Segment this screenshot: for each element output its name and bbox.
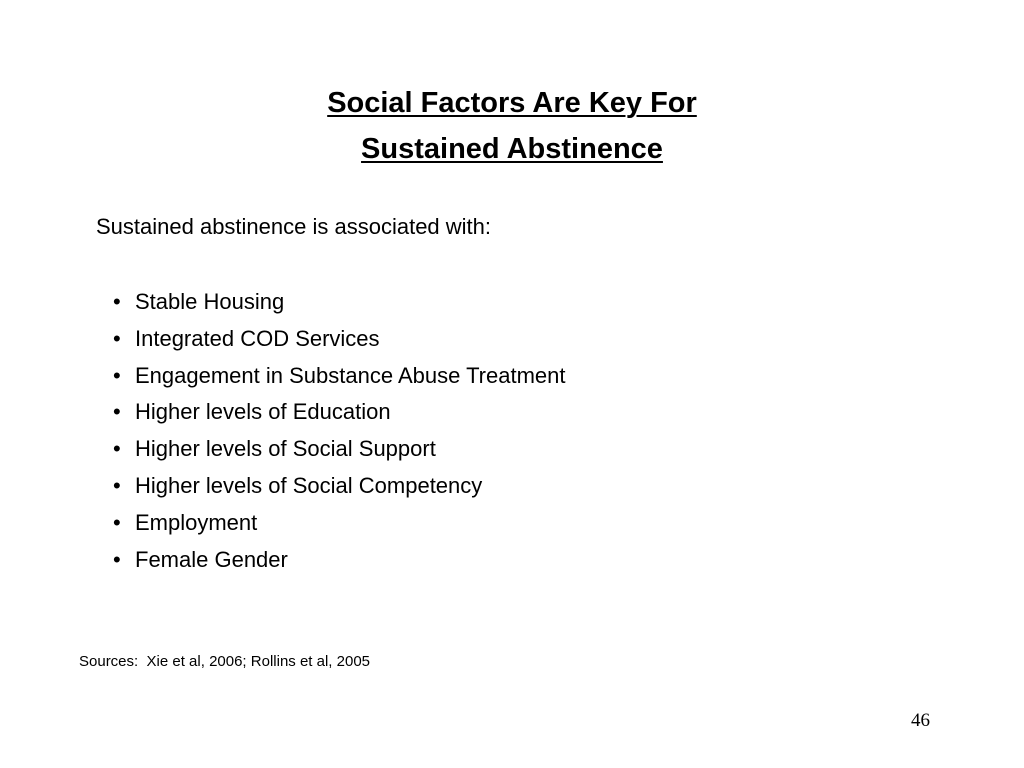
- intro-text: Sustained abstinence is associated with:: [96, 214, 492, 239]
- list-item: [113, 284, 566, 321]
- slide-title-line-2: Sustained Abstinence: [361, 133, 663, 165]
- list-item-label: Female Gender: [135, 546, 288, 572]
- factor-list: [113, 284, 566, 578]
- bullet-icon: •: [113, 546, 121, 572]
- bullet-icon: •: [113, 289, 121, 314]
- list-item-label: Higher levels of Social Competency: [135, 472, 483, 498]
- list-item: [113, 394, 566, 431]
- bullet-icon: •: [113, 399, 121, 425]
- page-number: 46: [911, 710, 930, 731]
- list-item-label: Integrated COD Services: [135, 325, 380, 351]
- list-item: [113, 468, 566, 505]
- list-item: [113, 505, 566, 542]
- slide-title-line-1: Social Factors Are Key For: [327, 87, 697, 119]
- list-item-label: Employment: [135, 509, 258, 535]
- list-item-label: Higher levels of Education: [135, 399, 391, 425]
- list-item-label: Stable Housing: [135, 289, 285, 314]
- bullet-icon: •: [113, 509, 121, 535]
- list-item: [113, 321, 566, 358]
- list-item: [113, 431, 566, 468]
- list-item: [113, 358, 566, 395]
- list-item: [113, 542, 566, 579]
- bullet-icon: •: [113, 472, 121, 498]
- slide-title: [0, 80, 1024, 172]
- bullet-icon: •: [113, 362, 121, 388]
- sources-citation: Sources: Xie et al, 2006; Rollins et al, 2005: [79, 653, 371, 670]
- bullet-icon: •: [113, 325, 121, 351]
- bullet-icon: •: [113, 436, 121, 462]
- list-item-label: Higher levels of Social Support: [135, 436, 436, 462]
- list-item-label: Engagement in Substance Abuse Treatment: [135, 362, 566, 388]
